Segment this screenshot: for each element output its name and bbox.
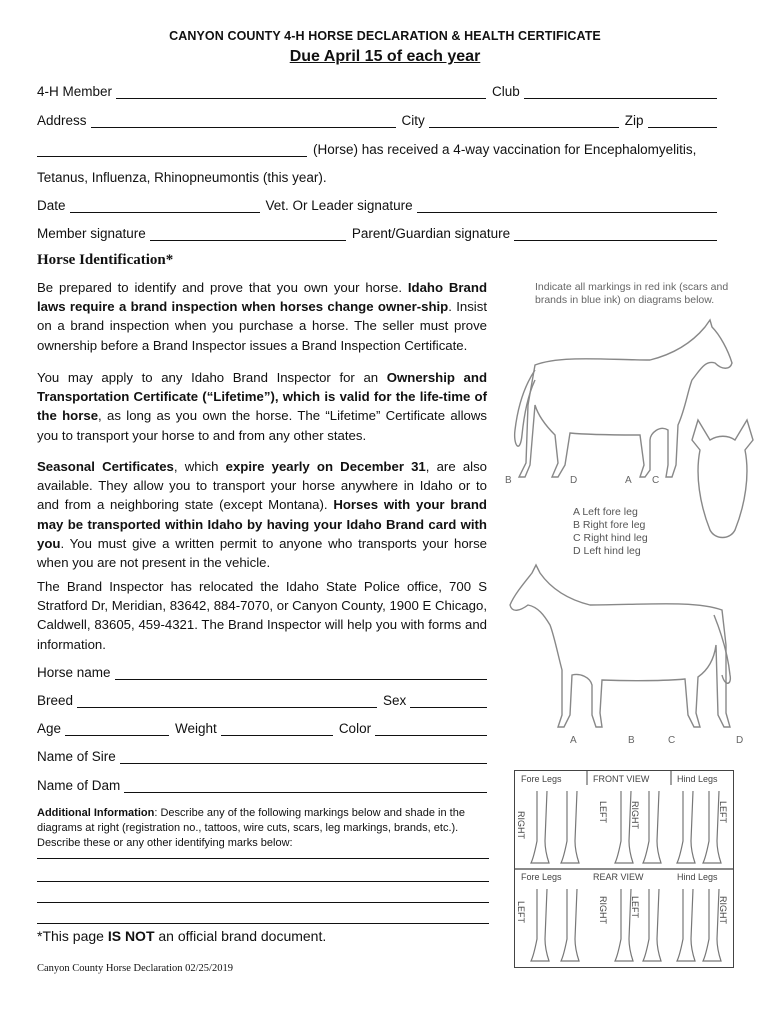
right-label-3: RIGHT — [598, 896, 608, 924]
dam-row — [37, 778, 487, 793]
label-a-top: A — [625, 475, 632, 486]
legend-a: A Left fore leg — [573, 506, 638, 518]
horse-side-right-icon — [510, 565, 730, 727]
date-row — [37, 198, 717, 213]
weight-field[interactable] — [221, 721, 333, 736]
fore-legs-label-top: Fore Legs — [521, 774, 562, 784]
leg-markings-grid — [514, 770, 734, 968]
zip-field[interactable] — [648, 113, 717, 128]
address-row — [37, 113, 717, 128]
additional-line-4[interactable] — [37, 923, 489, 924]
rear-view-label: REAR VIEW — [593, 872, 644, 882]
city-label: City — [401, 113, 425, 128]
label-c-bottom: C — [668, 735, 676, 746]
color-field[interactable] — [375, 721, 487, 736]
p2-bold: Ownership and Transportation Certificate (“Lifetime”), which is valid for the life-time of the horse — [37, 370, 488, 424]
label-a-bottom: A — [570, 735, 577, 746]
footer-text: Canyon County Horse Declaration 02/25/2019 — [37, 963, 233, 974]
vacc-text: (Horse) has received a 4-way vaccination for Encephalomyelitis, — [313, 142, 697, 157]
p1-text: Be prepared to identify and prove that you own your horse. — [37, 280, 403, 295]
diagram-instructions: Indicate all markings in red ink (scars and brands in blue ink) on diagrams below. — [535, 281, 729, 306]
parent-signature-field[interactable] — [514, 226, 717, 241]
horse-name-field[interactable] — [115, 665, 487, 680]
p2-text-end: , as long as you own the horse. The “Lifetime” Certificate allows you to transport your horse to and from any other states. — [37, 408, 487, 443]
label-b-top: B — [505, 475, 512, 486]
right-label-1: RIGHT — [516, 811, 526, 839]
sex-field[interactable] — [410, 693, 487, 708]
p1-text-end: . Insist on a brand inspection when you purchase a horse. The seller must prove ownership before a Brand Inspector issues a Brand Inspection Certificate. — [37, 299, 487, 353]
address-label: Address — [37, 113, 87, 128]
notice-suffix: an official brand document. — [154, 928, 327, 944]
legend-b: B Right fore leg — [573, 519, 646, 531]
age-field[interactable] — [65, 721, 169, 736]
paragraph-seasonal — [37, 457, 487, 572]
p3-text-d: , are also available. They allow you to transport your horse anywhere in Idaho or to and from a neighboring state (except Montana). — [37, 459, 488, 513]
club-field[interactable] — [524, 84, 717, 99]
breed-field[interactable] — [77, 693, 377, 708]
label-d-top: D — [570, 475, 578, 486]
label-d-bottom: D — [736, 735, 744, 746]
additional-line-1[interactable] — [37, 858, 489, 859]
vet-label: Vet. Or Leader signature — [265, 198, 413, 213]
p3-bold-c: expire yearly on December 31 — [225, 459, 426, 474]
address-field[interactable] — [91, 113, 396, 128]
notice-bold: IS NOT — [107, 928, 155, 944]
member-signature-field[interactable] — [150, 226, 346, 241]
vet-signature-field[interactable] — [417, 198, 717, 213]
notice-prefix: *This page — [37, 928, 108, 944]
paragraph-brand-laws — [37, 278, 487, 355]
date-label: Date — [37, 198, 66, 213]
breed-row — [37, 693, 487, 708]
right-label-4: RIGHT — [718, 896, 728, 924]
paragraph-inspector-office: The Brand Inspector has relocated the Idaho State Police office, 700 S Stratford Dr, Meridian, 83642, 884-7070, or Canyon County, 1900 E Chicago, Caldwell, 83605, 459-4321. The Brand Inspector will help you with forms and information. — [37, 579, 487, 652]
horse-name-vacc-field[interactable] — [37, 142, 307, 157]
horse-identification-heading: Horse Identification* — [37, 252, 174, 268]
legend-d: D Left hind leg — [573, 545, 641, 557]
disclaimer-notice — [37, 928, 326, 944]
p3-bold-a: Seasonal Certificates — [37, 459, 174, 474]
left-label-4: LEFT — [630, 896, 640, 919]
leg-grid-svg — [515, 771, 733, 967]
additional-info — [37, 806, 487, 851]
city-field[interactable] — [429, 113, 619, 128]
breed-label: Breed — [37, 693, 74, 708]
horse-name-label: Horse name — [37, 665, 111, 680]
sire-field[interactable] — [120, 749, 487, 764]
horse-name-row — [37, 665, 487, 680]
legend-c: C Right hind leg — [573, 532, 648, 544]
label-c-top: C — [652, 475, 660, 486]
age-row — [37, 721, 487, 736]
vacc-continued-text: Tetanus, Influenza, Rhinopneumontis (this year). — [37, 170, 327, 185]
label-b-bottom: B — [628, 735, 635, 746]
vacc-continued — [37, 170, 717, 185]
member-label: 4-H Member — [37, 84, 113, 99]
p3-bold-e: Horses with your brand may be transported within Idaho by having your Idaho Brand card with you — [37, 497, 487, 551]
signature-row — [37, 226, 717, 241]
fore-legs-label-bottom: Fore Legs — [521, 872, 562, 882]
additional-line-3[interactable] — [37, 902, 489, 903]
weight-label: Weight — [175, 721, 217, 736]
date-field[interactable] — [70, 198, 260, 213]
hind-legs-label-bottom: Hind Legs — [677, 872, 718, 882]
right-label-2: RIGHT — [630, 801, 640, 829]
additional-label: Additional Information — [37, 807, 155, 819]
p1-bold: Idaho Brand laws require a brand inspection when horses change owner-ship — [37, 280, 487, 315]
left-label-1: LEFT — [598, 801, 608, 824]
sire-row — [37, 749, 487, 764]
member-sig-label: Member signature — [37, 226, 146, 241]
horse-head-front-icon — [692, 420, 753, 538]
sire-label: Name of Sire — [37, 749, 116, 764]
front-view-label: FRONT VIEW — [593, 774, 650, 784]
dam-label: Name of Dam — [37, 778, 121, 793]
hind-legs-label-top: Hind Legs — [677, 774, 718, 784]
p3-text-f: . You must give a written permit to anyone who transports your horse when you are not present in the vehicle. — [37, 535, 487, 571]
age-label: Age — [37, 721, 62, 736]
p3-text-b: , which — [173, 459, 219, 474]
left-label-3: LEFT — [516, 901, 526, 924]
dam-field[interactable] — [124, 778, 487, 793]
member-row — [37, 84, 717, 99]
leg-legend — [573, 506, 648, 558]
member-field[interactable] — [116, 84, 486, 99]
form-title: CANYON COUNTY 4-H HORSE DECLARATION & HEALTH CERTIFICATE — [169, 29, 601, 43]
left-label-2: LEFT — [718, 801, 728, 824]
parent-sig-label: Parent/Guardian signature — [351, 226, 511, 241]
due-date: Due April 15 of each year — [289, 48, 481, 65]
horse-vacc-row — [37, 142, 717, 157]
color-label: Color — [338, 721, 372, 736]
additional-line-2[interactable] — [37, 881, 489, 882]
p2-text: You may apply to any Idaho Brand Inspector for an — [37, 370, 379, 385]
additional-text: : Describe any of the following markings below and shade in the diagrams at right (registration no., tattoos, wire cuts, scars, leg markings, brands, etc.). Describe these or any other identifying marks below: — [37, 807, 465, 849]
club-label: Club — [492, 84, 520, 99]
zip-label: Zip — [624, 113, 644, 128]
sex-label: Sex — [383, 693, 407, 708]
paragraph-lifetime — [37, 368, 487, 445]
